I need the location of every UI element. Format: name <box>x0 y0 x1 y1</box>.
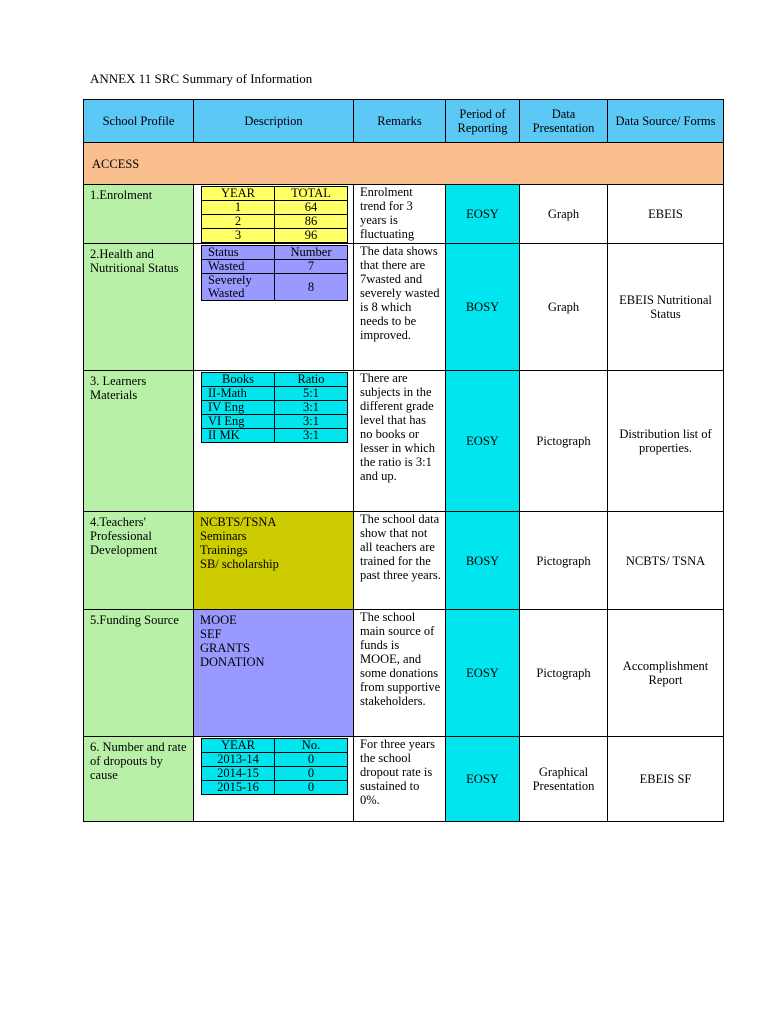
inner-row <box>202 753 348 767</box>
presentation-cell: Pictograph <box>520 371 608 512</box>
source-cell: NCBTS/ TSNA <box>608 512 724 610</box>
presentation-cell: Graph <box>520 185 608 244</box>
enrolment-table <box>201 186 348 243</box>
document-title: ANNEX 11 SRC Summary of Information <box>90 71 313 86</box>
period-cell: BOSY <box>446 512 520 610</box>
inner-cell: 3 <box>202 229 275 243</box>
profile-cell: 5.Funding Source <box>84 610 194 737</box>
inner-header-cell: YEAR <box>202 187 275 201</box>
inner-cell: II MK <box>202 429 275 443</box>
inner-cell: 2015-16 <box>202 781 275 795</box>
inner-cell: 3:1 <box>275 429 348 443</box>
description-cell <box>194 610 354 737</box>
inner-cell: 7 <box>275 260 348 274</box>
summary-table <box>83 99 724 822</box>
inner-header-cell: Number <box>275 246 348 260</box>
source-cell: Accomplishment Report <box>608 610 724 737</box>
inner-cell: 3:1 <box>275 401 348 415</box>
inner-row <box>202 781 348 795</box>
source-cell: EBEIS <box>608 185 724 244</box>
description-line: SB/ scholarship <box>200 557 279 571</box>
source-cell: Distribution list of properties. <box>608 371 724 512</box>
row-dropouts <box>84 737 724 822</box>
profile-cell: 2.Health and Nutritional Status <box>84 244 194 371</box>
period-cell: EOSY <box>446 185 520 244</box>
inner-cell: Severely Wasted <box>202 274 275 301</box>
inner-row <box>202 429 348 443</box>
row-learners-materials <box>84 371 724 512</box>
header-row <box>84 100 724 143</box>
period-cell: EOSY <box>446 610 520 737</box>
remarks-cell: Enrolment trend for 3 years is fluctuating <box>354 185 446 244</box>
inner-header-row <box>202 373 348 387</box>
description-line: Seminars <box>200 529 247 543</box>
header-school-profile: School Profile <box>84 100 194 143</box>
remarks-cell: The school data show that not all teachers are trained for the past three years. <box>354 512 446 610</box>
section-row <box>84 143 724 185</box>
period-cell: EOSY <box>446 371 520 512</box>
inner-cell: 86 <box>275 215 348 229</box>
profile-cell: 1.Enrolment <box>84 185 194 244</box>
inner-cell: IV Eng <box>202 401 275 415</box>
health-table <box>201 245 348 301</box>
inner-cell: 0 <box>275 753 348 767</box>
remarks-cell: The school main source of funds is MOOE, and some donations from supportive stakeholders. <box>354 610 446 737</box>
description-cell <box>194 371 354 512</box>
inner-row <box>202 201 348 215</box>
header-source: Data Source/ Forms <box>608 100 724 143</box>
inner-row <box>202 401 348 415</box>
description-cell <box>194 512 354 610</box>
presentation-cell: Pictograph <box>520 512 608 610</box>
header-presentation: Data Presentation <box>520 100 608 143</box>
row-health <box>84 244 724 371</box>
remarks-cell: There are subjects in the different grade level that has no books or lesser in which the ratio is 3:1 and up. <box>354 371 446 512</box>
inner-cell: 64 <box>275 201 348 215</box>
inner-cell: 0 <box>275 781 348 795</box>
source-cell: EBEIS Nutritional Status <box>608 244 724 371</box>
inner-cell: 2014-15 <box>202 767 275 781</box>
inner-cell: 5:1 <box>275 387 348 401</box>
inner-header-cell: TOTAL <box>275 187 348 201</box>
header-period: Period of Reporting <box>446 100 520 143</box>
description-line: Trainings <box>200 543 248 557</box>
inner-cell: 96 <box>275 229 348 243</box>
header-description: Description <box>194 100 354 143</box>
presentation-cell: Graphical Presentation <box>520 737 608 822</box>
inner-header-row <box>202 246 348 260</box>
profile-cell: 6. Number and rate of dropouts by cause <box>84 737 194 822</box>
section-access: ACCESS <box>84 143 724 185</box>
description-line: MOOE <box>200 613 237 627</box>
remarks-cell: The data shows that there are 7wasted and severely wasted is 8 which needs to be improved. <box>354 244 446 371</box>
inner-cell: 0 <box>275 767 348 781</box>
materials-table <box>201 372 348 443</box>
row-teachers <box>84 512 724 610</box>
header-remarks: Remarks <box>354 100 446 143</box>
inner-cell: 2013-14 <box>202 753 275 767</box>
inner-row <box>202 767 348 781</box>
inner-cell: VI Eng <box>202 415 275 429</box>
inner-cell: 8 <box>275 274 348 301</box>
inner-row <box>202 229 348 243</box>
description-line: DONATION <box>200 655 265 669</box>
inner-header-cell: Status <box>202 246 275 260</box>
description-cell <box>194 244 354 371</box>
description-cell <box>194 185 354 244</box>
row-enrolment <box>84 185 724 244</box>
source-cell: EBEIS SF <box>608 737 724 822</box>
description-line: NCBTS/TSNA <box>200 515 277 529</box>
inner-cell: Wasted <box>202 260 275 274</box>
dropouts-table <box>201 738 348 795</box>
profile-cell: 4.Teachers' Professional Development <box>84 512 194 610</box>
inner-row <box>202 274 348 301</box>
description-line: SEF <box>200 627 222 641</box>
inner-cell: 2 <box>202 215 275 229</box>
inner-row <box>202 215 348 229</box>
inner-cell: 1 <box>202 201 275 215</box>
inner-header-cell: No. <box>275 739 348 753</box>
inner-row <box>202 260 348 274</box>
inner-cell: II-Math <box>202 387 275 401</box>
description-cell <box>194 737 354 822</box>
inner-cell: 3:1 <box>275 415 348 429</box>
inner-header-cell: Ratio <box>275 373 348 387</box>
inner-header-row <box>202 187 348 201</box>
period-cell: EOSY <box>446 737 520 822</box>
inner-row <box>202 387 348 401</box>
profile-cell: 3. Learners Materials <box>84 371 194 512</box>
presentation-cell: Graph <box>520 244 608 371</box>
inner-row <box>202 415 348 429</box>
period-cell: BOSY <box>446 244 520 371</box>
remarks-cell: For three years the school dropout rate is sustained to 0%. <box>354 737 446 822</box>
presentation-cell: Pictograph <box>520 610 608 737</box>
inner-header-row <box>202 739 348 753</box>
inner-header-cell: Books <box>202 373 275 387</box>
row-funding <box>84 610 724 737</box>
description-line: GRANTS <box>200 641 251 655</box>
inner-header-cell: YEAR <box>202 739 275 753</box>
